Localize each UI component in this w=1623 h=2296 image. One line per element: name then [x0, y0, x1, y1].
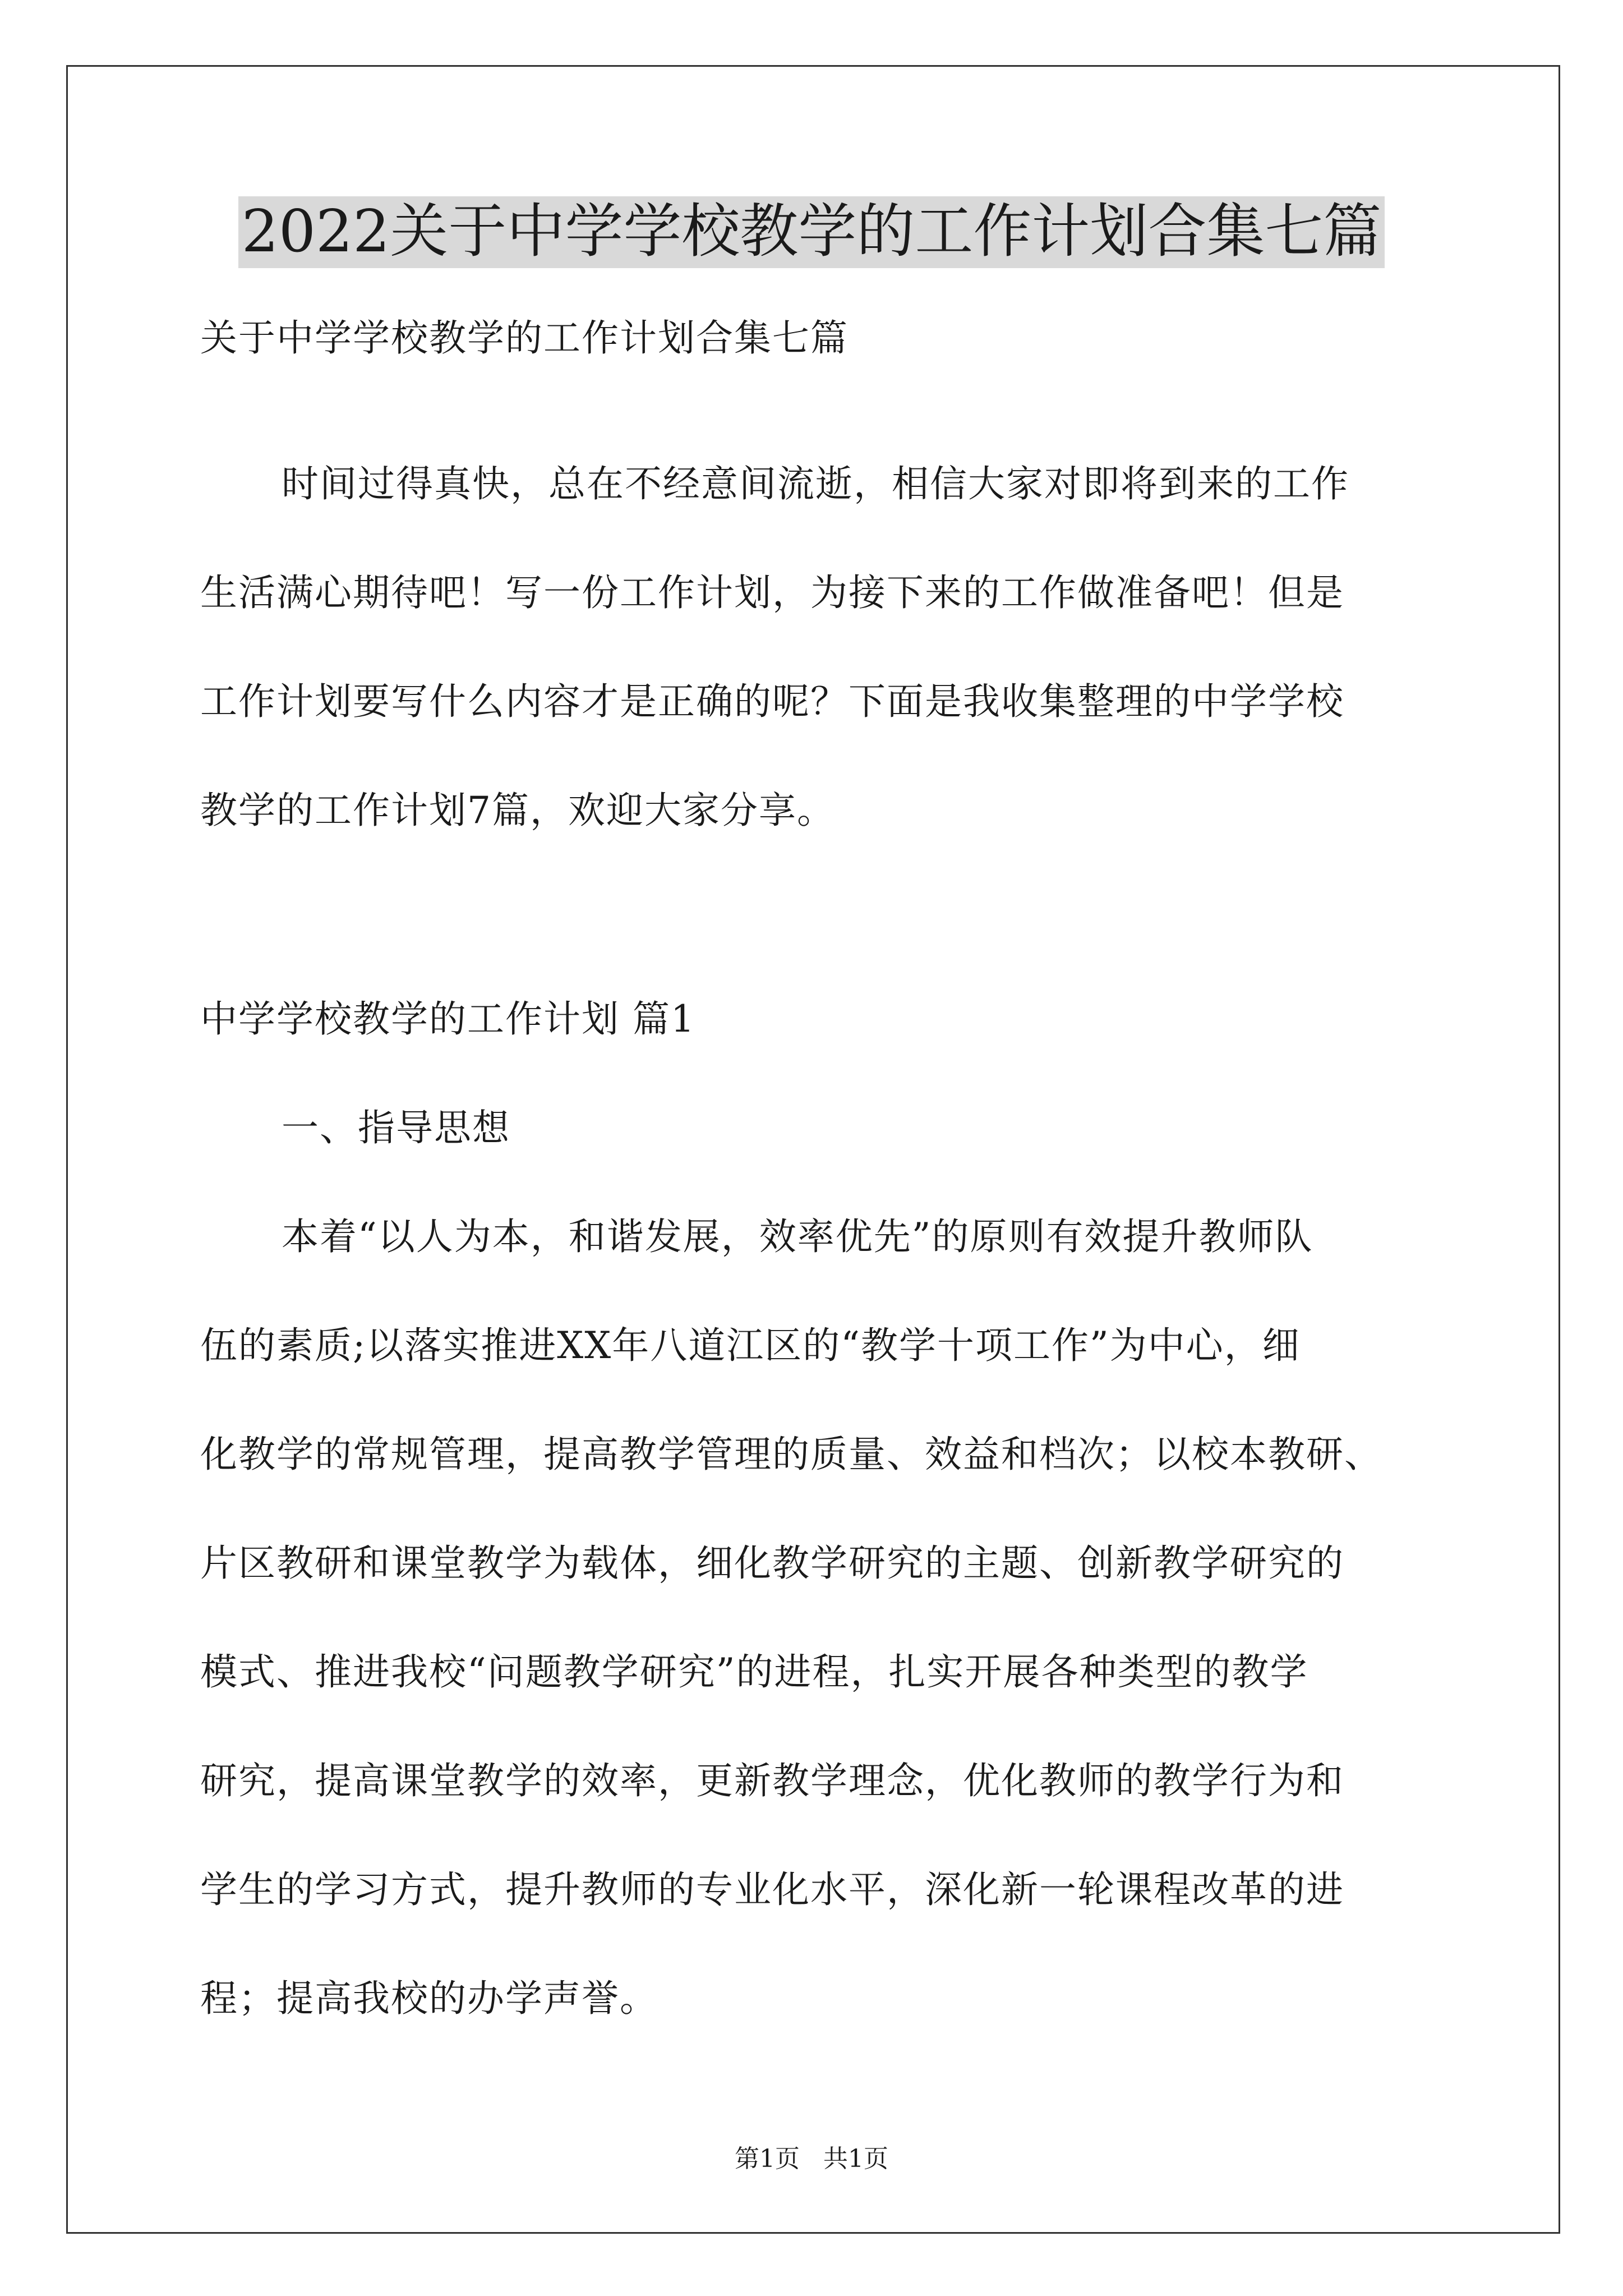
- body-line-8: 程；提高我校的办学声誉。: [200, 1977, 658, 2020]
- body-line-4: 片区教研和课堂教学为载体，细化教学研究的主题、创新教学研究的: [200, 1542, 1344, 1585]
- body-line-1: 本着“以人为本，和谐发展，效率优先”的原则有效提升教师队: [282, 1215, 1313, 1258]
- document-title-text: 2022关于中学学校教学的工作计划合集七篇: [238, 196, 1385, 268]
- section-heading: 中学学校教学的工作计划 篇1: [200, 997, 695, 1041]
- subheading: 一、指导思想: [282, 1106, 510, 1149]
- body-line-7: 学生的学习方式，提升教师的专业化水平，深化新一轮课程改革的进: [200, 1868, 1344, 1911]
- document-title: [0, 196, 1623, 268]
- body-line-6: 研究，提高课堂教学的效率，更新教学理念，优化教师的教学行为和: [200, 1759, 1344, 1802]
- subtitle: 关于中学学校教学的工作计划合集七篇: [200, 316, 849, 360]
- intro-line-1: 时间过得真快，总在不经意间流逝，相信大家对即将到来的工作: [282, 462, 1349, 505]
- body-line-2: 伍的素质;以落实推进XX年八道江区的“教学十项工作”为中心，细: [200, 1324, 1301, 1367]
- body-line-5: 模式、推进我校“问题教学研究”的进程，扎实开展各种类型的教学: [200, 1650, 1308, 1694]
- body-line-3: 化教学的常规管理，提高教学管理的质量、效益和档次；以校本教研、: [200, 1433, 1382, 1476]
- intro-line-4: 教学的工作计划7篇，欢迎大家分享。: [200, 789, 835, 832]
- intro-line-3: 工作计划要写什么内容才是正确的呢？下面是我收集整理的中学学校: [200, 680, 1344, 723]
- page-footer: 第1页 共1页: [735, 2145, 888, 2173]
- intro-line-2: 生活满心期待吧！写一份工作计划，为接下来的工作做准备吧！但是: [200, 571, 1344, 614]
